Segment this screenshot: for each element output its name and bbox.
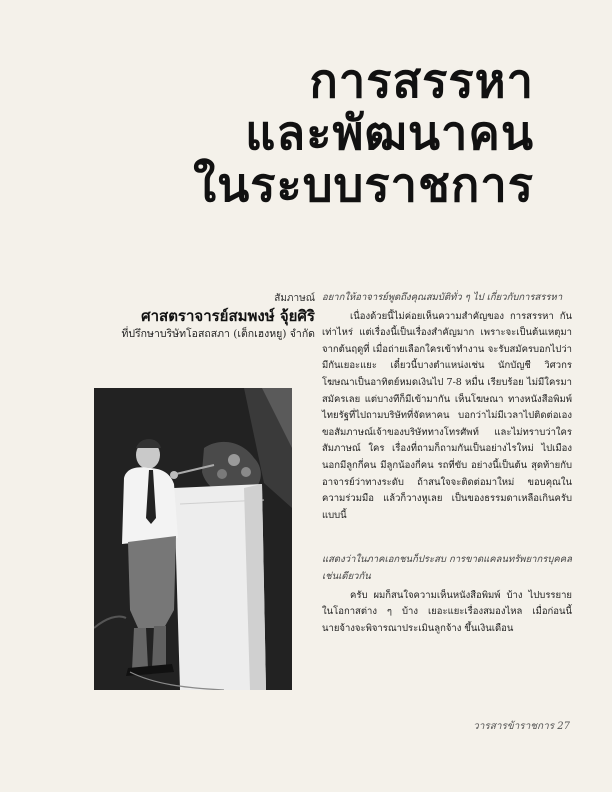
interview-answer-2: ครับ ผมก็สนใจความเห็นหนังสือพิมพ์ บ้าง ไปบรรยายในโอกาสต่าง ๆ บ้าง เยอะแยะเรื่องสมองไหล เมื่อก่อนนี้นายจ้างจะพิจารณาประเมินลูกจ้าง ขึ้นเงินเดือน [322, 589, 572, 634]
speaker-at-podium-image [94, 388, 292, 690]
interview-question-2: แสดงว่าในภาคเอกชนก็ประสบ การขาดแคลนทรัพยากรบุคคลเช่นเดียวกัน [322, 554, 572, 582]
author-name: ศาสตราจารย์สมพงษ์ จุ้ยศิริ [141, 307, 315, 325]
interview-photo [94, 388, 292, 690]
author-position: ที่ปรึกษาบริษัทโอสถสภา (เต็กเฮงหยู) จำกัด [121, 328, 315, 340]
article-title [134, 56, 534, 212]
page-footer: วารสารข้าราชการ 27 [473, 721, 570, 732]
interview-question-1: อยากให้อาจารย์พูดถึงคุณสมบัติทั่ว ๆ ไป เกี่ยวกับการสรรหา [322, 292, 563, 303]
byline-interview-label: สัมภาษณ์ [274, 293, 315, 304]
interview-answer-1: เนื่องด้วยนี้ไม่ค่อยเห็นความสำคัญของ การสรรหา กันเท่าไหร่ แต่เรื่องนี้เป็นเรื่องสำคัญมาก เพราะจะเป็นต้นเหตุมาจากต้นฤดูที่ เมื่อถ่ายเลือกใครเข้าทำงาน จะรับสมัครบอกไปว่ามีกันเยอะแยะ เดี๋ยวนี้บางตำแหน่งเช่น นักบัญชี วิศวกร โฆษณาเป็นอาทิตย์หมดเงินไป 7-8 หมื่น เรียบร้อย ไม่มีใครมาสมัครเลย แต่บางทีก็มีเข้ามากัน เห็นโฆษณา ทางหนังสือพิมพ์ไทยรัฐที่ไปถามบริษัทที่จัดหาคน บอกว่าไม่มีเวลาไปติดต่อเอง ขอสัมภาษณ์เจ้าของบริษัททางโทรศัพท์ และไม่ทราบว่าใครสัมภาษณ์ ใคร เรื่องที่ถามก็ถามกันเป็นอย่างไรใหม่ ไปเมืองนอกมีลูกกี่คน มีลูกน้องกี่คน รถที่ขับ อย่างนี้เป็นต้น สุดท้ายกับอาจารย์ว่าทางระดับ ถ้าสนใจจะติดต่อมาใหม่ ขอบคุณในความร่วมมือ แล้วก็วางหูเลย เป็นของธรรมดาเหลือเกินครับแบบนี้ [322, 310, 572, 521]
title-line-1: การสรรหา [309, 54, 534, 109]
article-body [322, 290, 572, 643]
title-line-3: ในระบบราชการ [193, 158, 534, 213]
byline [80, 292, 315, 342]
title-line-2: และพัฒนาคน [245, 106, 534, 161]
